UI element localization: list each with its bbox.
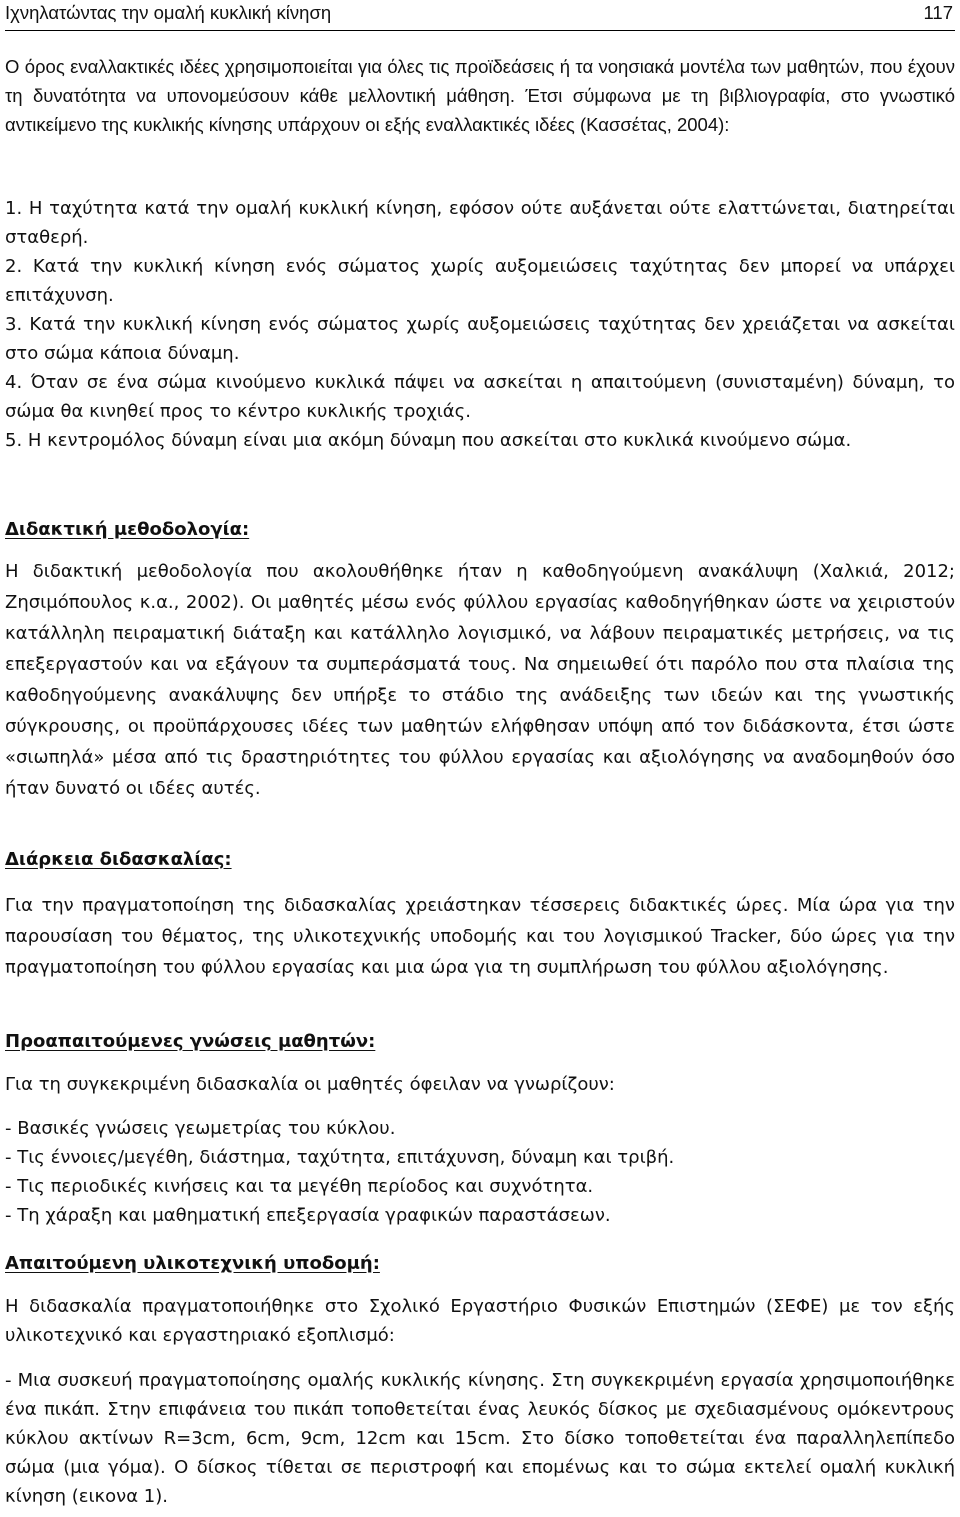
prerequisites-intro: Για τη συγκεκριμένη διδασκαλία οι μαθητές όφειλαν να γνωρίζουν:	[5, 1074, 615, 1095]
duration-paragraph: Για την πραγματοποίηση της διδασκαλίας χρειάστηκαν τέσσερεις διδακτικές ώρες. Μία ώρα για την παρουσίαση του θέματος, της υλικοτεχνικής υποδομής και του λογισμικού Tracker, δύο ώρες για την πραγματοποίηση του φύλλου εργασίας και μια ώρα για τη συμπλήρωση του φύλλου αξιολόγησης.	[5, 895, 955, 978]
alternative-ideas-list	[5, 194, 955, 455]
prerequisites-list	[5, 1114, 955, 1230]
prerequisites-heading: Προαπαιτούμενες γνώσεις μαθητών:	[5, 1031, 376, 1052]
infrastructure-heading: Απαιτούμενη υλικοτεχνική υποδομή:	[5, 1253, 380, 1274]
list-item: 4. Όταν σε ένα σώμα κινούμενο κυκλικά πάψει να ασκείται η απαιτούμενη (συνισταμένη) δύναμη, το σώμα θα κινηθεί προς το κέντρο κυκλικής τροχιάς.	[5, 372, 955, 422]
intro-paragraph: Ο όρος εναλλακτικές ιδέες χρησιμοποιείται για όλες τις προϊδεάσεις ή τα νοησιακά μοντέλα των μαθητών, που έχουν τη δυνατότητα να υπονομεύσουν κάθε μελλοντική μάθηση. Έτσι σύμφωνα με τη βιβλιογραφία, στο γνωστικό αντικείμενο της κυκλικής κίνησης υπάρχουν οι εξής εναλλακτικές ιδέες (Κασσέτας, 2004):	[5, 56, 955, 135]
list-item: - Τις περιοδικές κινήσεις και τα μεγέθη περίοδος και συχνότητα.	[5, 1176, 594, 1197]
running-title: Ιχνηλατώντας την ομαλή κυκλική κίνηση	[5, 2, 332, 23]
list-item: 3. Κατά την κυκλική κίνηση ενός σώματος χωρίς αυξομειώσεις ταχύτητας δεν χρειάζεται να ασκείται στο σώμα κάποια δύναμη.	[5, 314, 955, 364]
list-item: - Βασικές γνώσεις γεωμετρίας του κύκλου.	[5, 1118, 396, 1139]
methodology-paragraph: Η διδακτική μεθοδολογία που ακολουθήθηκε ήταν η καθοδηγούμενη ανακάλυψη (Χαλκιά, 2012; Ζησιμόπουλος κ.α., 2002). Οι μαθητές μέσω ενός φύλλου εργασίας καθοδηγήθηκαν ώστε να χειριστούν κατάλληλη πειραματική διάταξη και κατάλληλο λογισμικό, να λάβουν πειραματικές μετρήσεις, να τις επεξεργαστούν και να εξάγουν τα συμπεράσματά τους. Να σημειωθεί ότι παρόλο που στα πλαίσια της καθοδηγούμενης ανακάλυψης δεν υπήρξε το στάδιο της ανάδειξης των ιδεών και της γνωστικής σύγκρουσης, οι προϋπάρχουσες ιδέες των μαθητών ελήφθησαν υπόψη από τον διδάσκοντα, έτσι ώστε «σιωπηλά» μέσα από τις δραστηριότητες του φύλλου εργασίας και αξιολόγησης να αναδομηθούν όσο ήταν δυνατό οι ιδέες αυτές.	[5, 561, 955, 799]
list-item: - Τη χάραξη και μαθηματική επεξεργασία γραφικών παραστάσεων.	[5, 1205, 611, 1226]
list-item: 2. Κατά την κυκλική κίνηση ενός σώματος χωρίς αυξομειώσεις ταχύτητας δεν μπορεί να υπάρχει επιτάχυνση.	[5, 256, 955, 306]
methodology-heading: Διδακτική μεθοδολογία:	[5, 519, 250, 540]
list-item: - Τις έννοιες/μεγέθη, διάστημα, ταχύτητα, επιτάχυνση, δύναμη και τριβή.	[5, 1147, 675, 1168]
list-item: 5. Η κεντρομόλος δύναμη είναι μια ακόμη δύναμη που ασκείται στο κυκλικά κινούμενο σώμα.	[5, 430, 852, 451]
infrastructure-intro: Η διδασκαλία πραγματοποιήθηκε στο Σχολικό Εργαστήριο Φυσικών Επιστημών (ΣΕΦΕ) με τον εξής υλικοτεχνικό και εργαστηριακό εξοπλισμό:	[5, 1296, 955, 1346]
page-number: 117	[923, 2, 953, 23]
running-header	[5, 0, 955, 31]
document-page	[5, 0, 955, 1517]
list-item: 1. Η ταχύτητα κατά την ομαλή κυκλική κίνηση, εφόσον ούτε αυξάνεται ούτε ελαττώνεται, διατηρείται σταθερή.	[5, 198, 955, 248]
duration-heading: Διάρκεια διδασκαλίας:	[5, 849, 232, 870]
infrastructure-equipment-item: - Μια συσκευή πραγματοποίησης ομαλής κυκλικής κίνησης. Στη συγκεκριμένη εργασία χρησιμοποιήθηκε ένα πικάπ. Στην επιφάνεια του πικάπ τοποθετείται ένας λευκός δίσκος με σχεδιασμένους ομόκεντρους κύκλου ακτίνων R=3cm, 6cm, 9cm, 12cm και 15cm. Στο δίσκο τοποθετείται ένα παραλληλεπίπεδο σώμα (μια γόμα). Ο δίσκος τίθεται σε περιστροφή και επομένως και το σώμα εκτελεί ομαλή κυκλική κίνηση (εικονα 1).	[5, 1370, 955, 1507]
